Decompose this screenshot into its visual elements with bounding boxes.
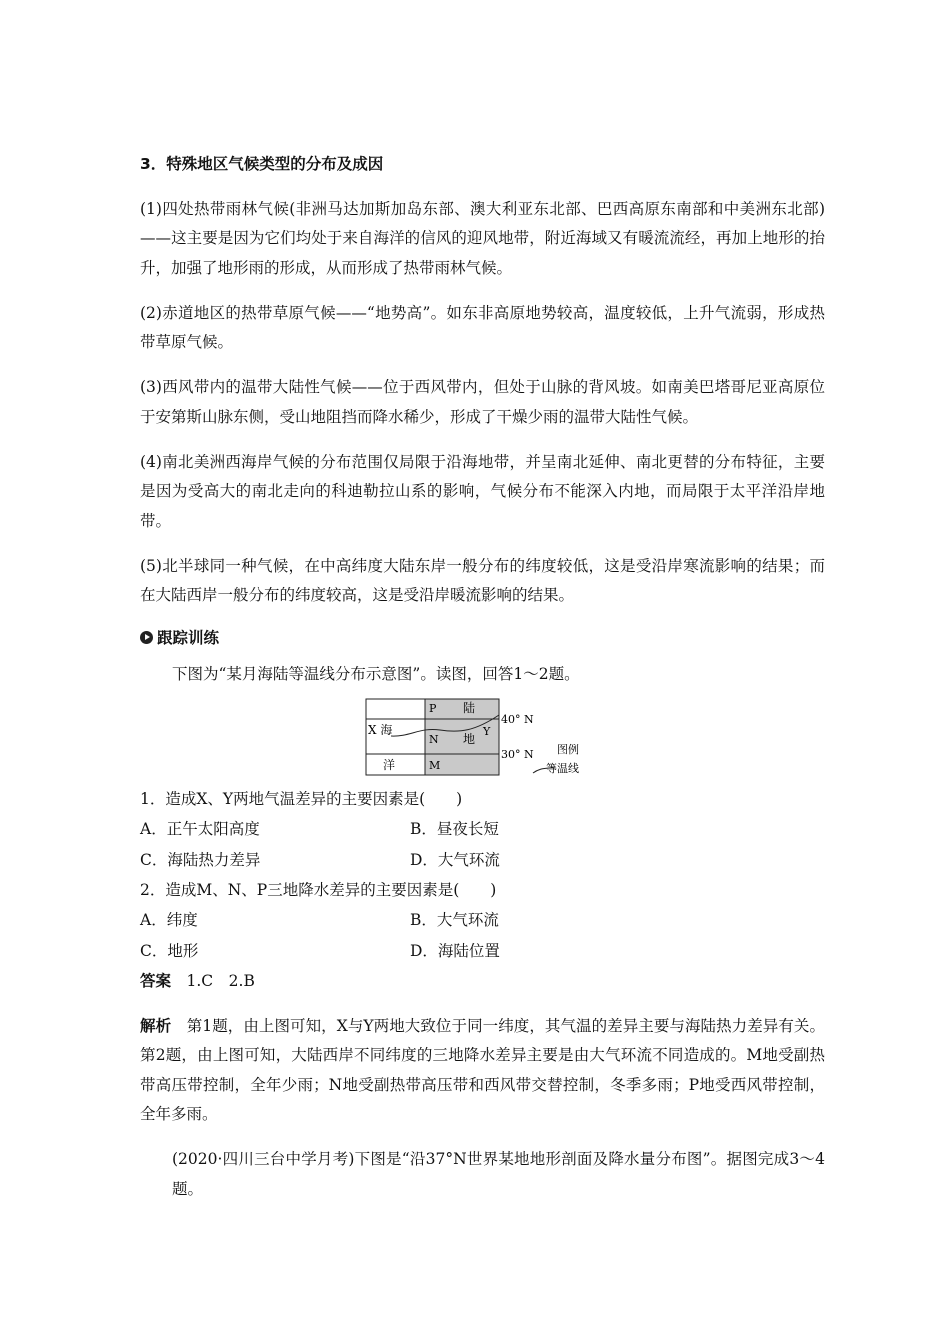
label-n: N — [429, 733, 439, 746]
next-question-intro: (2020·四川三台中学月考)下图是“沿37°N世界某地地形剖面及降水量分布图”。据图完成3～4题。 — [172, 1150, 825, 1198]
paragraph-2: (2)赤道地区的热带草原气候——“地势高”。如东非高原地势较高，温度较低，上升气流弱，形成热带草原气候。 — [140, 303, 825, 351]
paragraph-3: (3)西风带内的温带大陆性气候——位于西风带内，但处于山脉的背风坡。如南美巴塔哥尼亚高原位于安第斯山脉东侧，受山地阻挡而降水稀少，形成了干燥少雨的温带大陆性气候。 — [140, 378, 825, 426]
isotherm-diagram — [365, 697, 605, 779]
analysis-label: 解析 — [140, 1016, 172, 1035]
q2-option-a: A．纬度 — [140, 911, 198, 929]
q1-option-a: A．正午太阳高度 — [140, 820, 260, 838]
q1-option-c: C．海陆热力差异 — [140, 851, 261, 869]
analysis-paragraph — [140, 1012, 825, 1130]
paragraph-1: (1)四处热带雨林气候(非洲马达加斯加岛东部、澳大利亚东北部、巴西高原东南部和中美洲东北部)——这主要是因为它们均处于来自海洋的信风的迎风地带，附近海域又有暖流流经，再加上地形的抬升，加强了地形雨的形成，从而形成了热带雨林气候。 — [140, 199, 825, 277]
play-circle-icon — [140, 631, 153, 644]
label-y: Y — [483, 725, 491, 738]
question-1-choices-row2 — [140, 845, 825, 876]
q2-option-b: B．大气环流 — [410, 911, 499, 929]
label-ocean: 洋 — [383, 758, 396, 772]
question-1-stem: 1．造成X、Y两地气温差异的主要因素是( ) — [140, 790, 463, 808]
section-heading: 3．特殊地区气候类型的分布及成因 — [140, 155, 384, 173]
label-lat40: 40° N — [501, 713, 534, 726]
label-p: P — [429, 702, 437, 715]
analysis-text: 第1题，由上图可知，X与Y两地大致位于同一纬度，其气温的差异主要与海陆热力差异有关。第2题，由上图可知，大陆西岸不同纬度的三地降水差异主要是由大气环流不同造成的。M地受副热带高压带控制，全年少雨；N地受副热带高压带和西风带交替控制，冬季多雨；P地受西风带控制，全年多雨。 — [140, 1016, 825, 1123]
answer-label: 答案 — [140, 972, 172, 990]
tracking-training-title — [140, 626, 825, 648]
label-ground: 地 — [463, 732, 476, 746]
question-2-choices-row1 — [140, 905, 825, 936]
paragraph-4: (4)南北美洲西海岸气候的分布范围仅局限于沿海地带，并呈南北延伸、南北更替的分布特征，主要是因为受高大的南北走向的科迪勒拉山系的影响，气候分布不能深入内地，而局限于太平洋沿岸地带。 — [140, 452, 825, 530]
legend-title: 图例 — [557, 743, 579, 756]
document-page — [140, 150, 825, 1220]
legend-item: 等温线 — [546, 762, 579, 775]
q2-option-c: C．地形 — [140, 942, 199, 960]
q2-option-d: D．海陆位置 — [410, 942, 500, 960]
question-1-choices-row1 — [140, 814, 825, 845]
q1-option-b: B．昼夜长短 — [410, 820, 499, 838]
question-2-stem: 2．造成M、N、P三地降水差异的主要因素是( ) — [140, 881, 497, 899]
label-lat30: 30° N — [501, 748, 534, 761]
answer-value: 1.C 2.B — [171, 972, 255, 990]
label-m: M — [429, 759, 441, 772]
label-sea-x: X 海 — [368, 723, 393, 737]
label-land: 陆 — [463, 701, 476, 715]
question-intro: 下图为“某月海陆等温线分布示意图”。读图，回答1～2题。 — [172, 665, 580, 683]
answer-line — [140, 967, 825, 996]
q1-option-d: D．大气环流 — [410, 851, 500, 869]
isotherm-figure — [365, 697, 605, 779]
question-2-choices-row2 — [140, 936, 825, 967]
section-title: 跟踪训练 — [157, 629, 220, 647]
paragraph-5: (5)北半球同一种气候，在中高纬度大陆东岸一般分布的纬度较低，这是受沿岸寒流影响的结果；而在大陆西岸一般分布的纬度较高，这是受沿岸暖流影响的结果。 — [140, 556, 825, 604]
